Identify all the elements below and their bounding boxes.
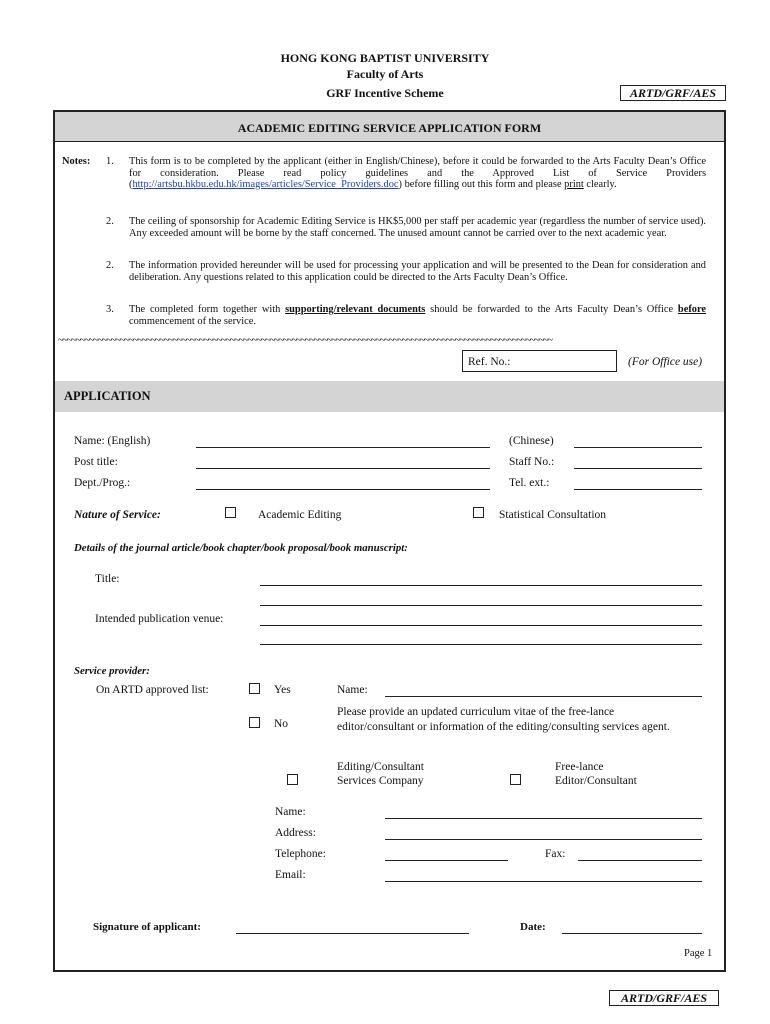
date-field[interactable]: [562, 933, 702, 934]
scheme-name: GRF Incentive Scheme: [326, 86, 444, 100]
post-title-field[interactable]: [196, 468, 490, 469]
notes-label: Notes:: [62, 156, 91, 167]
dept-label: Dept./Prog.:: [74, 477, 131, 489]
no-instructions: Please provide an updated curriculum vitae of the free-lance editor/consultant or information of the editing/consulting services agent.: [337, 706, 670, 733]
freelance-checkbox[interactable]: [510, 774, 521, 785]
service-provider-heading: Service provider:: [74, 665, 150, 677]
post-title-label: Post title:: [74, 456, 118, 468]
venue-field-line-1[interactable]: [260, 625, 702, 626]
provider-address-field[interactable]: [385, 839, 702, 840]
details-heading: Details of the journal article/book chapter/book proposal/book manuscript:: [74, 542, 408, 554]
form-code-badge: ARTD/GRF/AES: [620, 85, 726, 101]
approved-yes-checkbox[interactable]: [249, 683, 260, 694]
company-checkbox[interactable]: [287, 774, 298, 785]
note-1-number: 1.: [106, 156, 114, 167]
note-3: The information provided hereunder will be used for processing your application and will be presented to the Dean for consideration and deliberation. Any questions related to this application could be directed to the Arts Faculty Dean’s Office.: [129, 260, 706, 283]
approved-no-checkbox[interactable]: [249, 717, 260, 728]
note-1: This form is to be completed by the applicant (either in English/Chinese), before it could be forwarded to the Arts Faculty Dean’s Office for consideration. Please read policy guidelines and the Approved List of Service Providers (http://artsbu.hkbu.edu.hk/images/articles/Service_Providers.doc) before filling out this form and please print clearly.: [129, 156, 706, 190]
staff-no-field[interactable]: [574, 468, 702, 469]
name-english-label: Name: (English): [74, 435, 151, 447]
note-4-number: 3.: [106, 304, 114, 315]
note-4: The completed form together with supporting/relevant documents should be forwarded to the Arts Faculty Dean’s Office before commencement of the service.: [129, 304, 707, 327]
signature-field[interactable]: [236, 933, 469, 934]
academic-editing-checkbox[interactable]: [225, 507, 236, 518]
venue-label: Intended publication venue:: [95, 613, 224, 625]
signature-label: Signature of applicant:: [93, 921, 201, 933]
title-label: Title:: [95, 573, 120, 585]
statistical-consultation-label: Statistical Consultation: [499, 509, 607, 521]
provider-name-label: Name:: [275, 806, 306, 818]
provider-email-field[interactable]: [385, 881, 702, 882]
faculty-name: Faculty of Arts: [346, 67, 424, 81]
provider-telephone-label: Telephone:: [275, 848, 326, 860]
note-2: The ceiling of sponsorship for Academic Editing Service is HK$5,000 per staff per academic year (regardless the number of service used). Any exceeded amount will be borne by the staff concerned. The unused amount cannot be carried over to the next academic year.: [129, 216, 706, 239]
date-label: Date:: [520, 921, 546, 933]
title-field-line-1[interactable]: [260, 585, 702, 586]
provider-telephone-field[interactable]: [385, 860, 508, 861]
form-title: ACADEMIC EDITING SERVICE APPLICATION FORM: [237, 121, 542, 135]
application-bar: [55, 381, 724, 412]
nature-of-service-label: Nature of Service:: [74, 509, 161, 521]
footer-form-code: ARTD/GRF/AES: [609, 990, 719, 1006]
provider-fax-label: Fax:: [545, 848, 566, 860]
name-english-field[interactable]: [196, 447, 490, 448]
approved-yes-label: Yes: [274, 684, 291, 696]
note-3-number: 2.: [106, 260, 114, 271]
provider-address-label: Address:: [275, 827, 316, 839]
note-2-number: 2.: [106, 216, 114, 227]
university-name: HONG KONG BAPTIST UNIVERSITY: [280, 51, 490, 65]
approved-list-label: On ARTD approved list:: [96, 684, 209, 696]
title-field-line-2[interactable]: [260, 605, 702, 606]
approved-no-label: No: [274, 718, 289, 730]
company-option-label: Editing/Consultant Services Company: [337, 761, 424, 787]
academic-editing-label: Academic Editing: [258, 509, 342, 521]
approved-name-field[interactable]: [385, 696, 702, 697]
service-providers-link[interactable]: http://artsbu.hkbu.edu.hk/images/articles/Service_Providers.doc: [132, 179, 399, 190]
provider-email-label: Email:: [275, 869, 306, 881]
tilde-separator: ~~~~~~~~~~~~~~~~~~~~~~~~~~~~~~~~~~~~~~~~~~~~~~~~~~~~~~~~~~~~~~~~~~~~~~~~~~~~~~~~~~~~~~~~~~~~~~~~~~~~~~~~~~~~~~~~: [58, 336, 552, 346]
approved-name-label: Name:: [337, 684, 368, 696]
name-chinese-field[interactable]: [574, 447, 702, 448]
tel-ext-label: Tel. ext.:: [509, 477, 550, 489]
provider-name-field[interactable]: [385, 818, 702, 819]
office-use-note: (For Office use): [628, 356, 703, 368]
statistical-consultation-checkbox[interactable]: [473, 507, 484, 518]
page-number: Page 1: [684, 948, 713, 959]
venue-field-line-2[interactable]: [260, 644, 702, 645]
application-heading: APPLICATION: [64, 389, 151, 403]
freelance-option-label: Free-lance Editor/Consultant: [555, 761, 637, 787]
name-chinese-label: (Chinese): [509, 435, 554, 447]
provider-fax-field[interactable]: [578, 860, 702, 861]
staff-no-label: Staff No.:: [509, 456, 555, 468]
ref-no-label: Ref. No.:: [468, 356, 511, 368]
dept-field[interactable]: [196, 489, 490, 490]
tel-ext-field[interactable]: [574, 489, 702, 490]
